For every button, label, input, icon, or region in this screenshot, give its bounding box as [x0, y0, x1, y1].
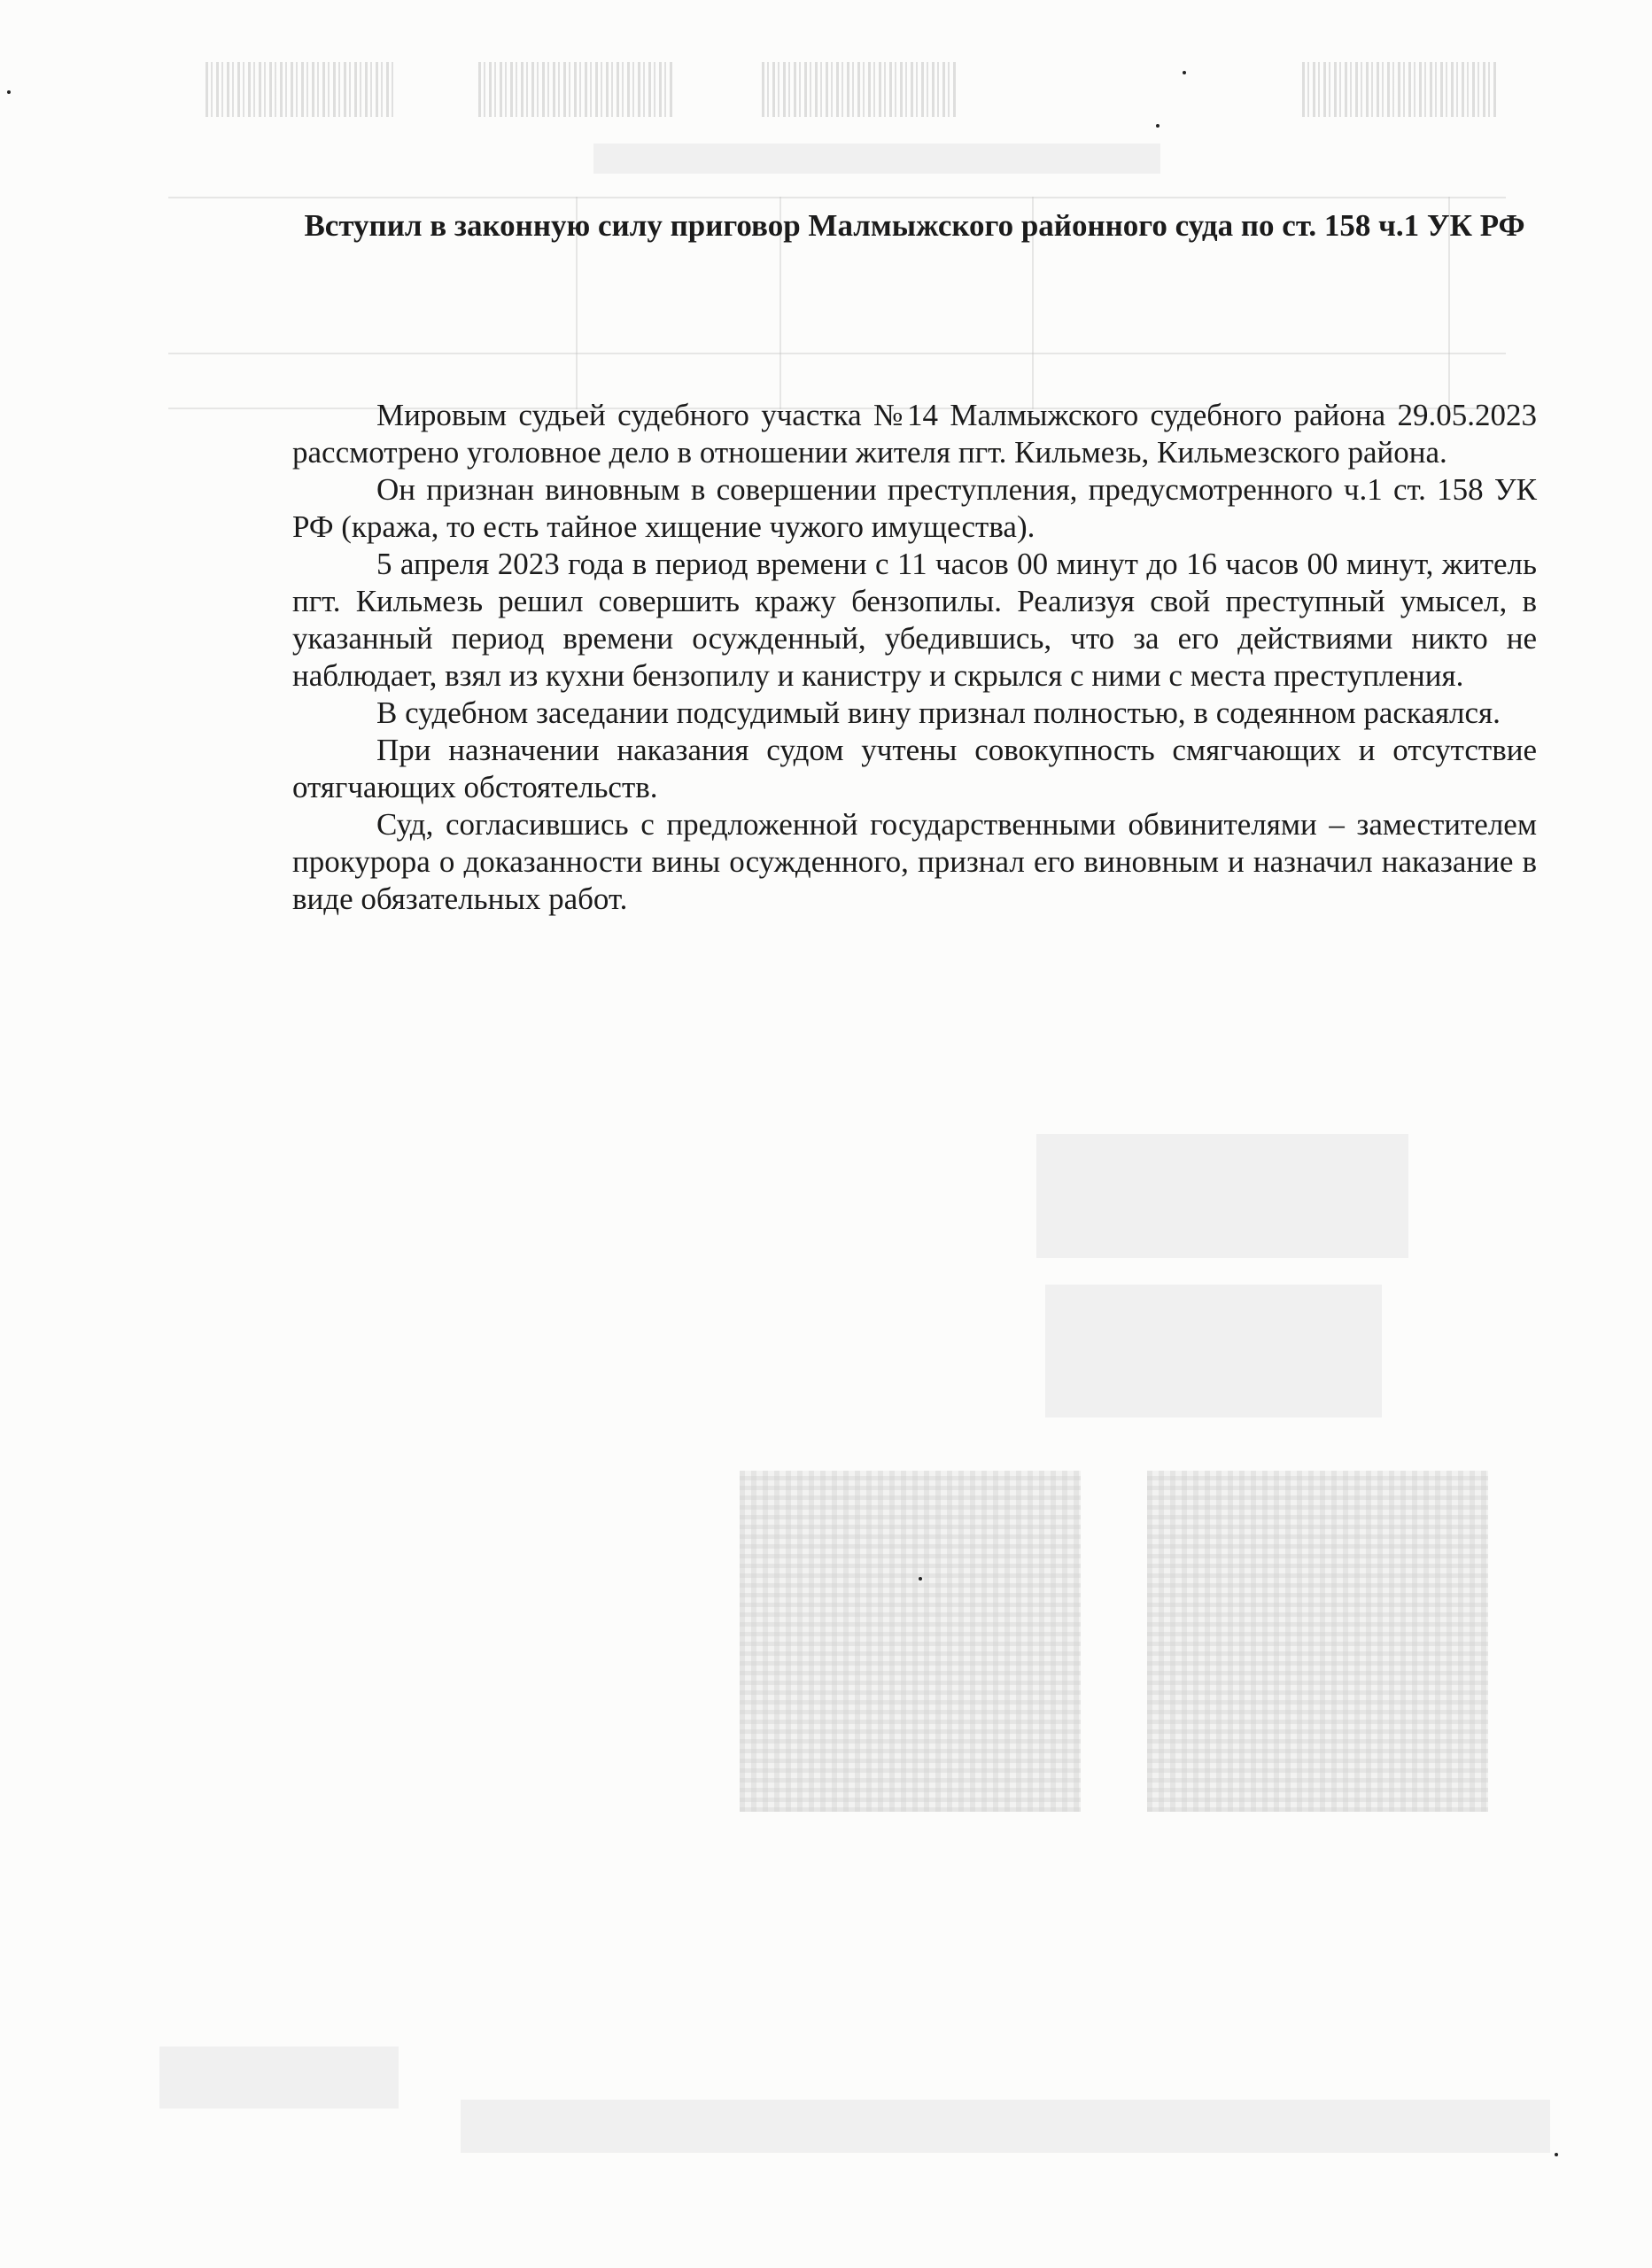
scan-speck	[1156, 124, 1160, 128]
bleed-through-table-line	[168, 197, 1506, 198]
scan-speck	[919, 1577, 922, 1581]
bleed-through-qr-code	[1147, 1471, 1488, 1812]
bleed-through-text-block	[1036, 1134, 1408, 1258]
bleed-through-barcode	[478, 62, 673, 117]
bleed-through-table-line	[168, 353, 1506, 354]
paragraph: При назначении наказания судом учтены совокупность смягчающих и отсутствие отягчающих обстоятельств.	[292, 733, 1537, 804]
bleed-through-barcode	[1302, 62, 1497, 117]
bleed-through-footer	[159, 2047, 399, 2109]
scan-speck	[1183, 71, 1186, 74]
scan-speck	[1555, 2153, 1558, 2156]
paragraph: 5 апреля 2023 года в период времени с 11 часов 00 минут до 16 часов 00 минут, житель пгт. Кильмезь решил совершить кражу бензопилы. Реализуя свой преступный умысел, в указанный период времени осужденный, убедившись, что за его действиями никто не наблюдает, взял из кухни бензопилу и канистру и скрылся с ними с места преступления.	[292, 547, 1537, 693]
document-body	[292, 397, 1537, 918]
bleed-through-heading	[593, 144, 1160, 174]
paragraph: Мировым судьей судебного участка №14 Малмыжского судебного района 29.05.2023 рассмотрено уголовное дело в отношении жителя пгт. Кильмезь, Кильмезского района.	[292, 398, 1537, 470]
scan-speck	[7, 90, 11, 94]
page-title: Вступил в законную силу приговор Малмыжского районного суда по ст. 158 ч.1 УК РФ	[304, 208, 1525, 243]
paragraph: Суд, согласившись с предложенной государственными обвинителями – заместителем прокурора о доказанности вины осужденного, признал его виновным и назначил наказание в виде обязательных работ.	[292, 807, 1537, 916]
paragraph: Он признан виновным в совершении преступления, предусмотренного ч.1 ст. 158 УК РФ (кража, то есть тайное хищение чужого имущества).	[292, 472, 1537, 544]
bleed-through-qr-code	[740, 1471, 1081, 1812]
bleed-through-barcode	[206, 62, 396, 117]
paragraph: В судебном заседании подсудимый вину признал полностью, в содеянном раскаялся.	[376, 695, 1501, 730]
bleed-through-footer	[461, 2100, 1550, 2153]
bleed-through-text-block	[1045, 1285, 1382, 1418]
bleed-through-barcode	[762, 62, 957, 117]
